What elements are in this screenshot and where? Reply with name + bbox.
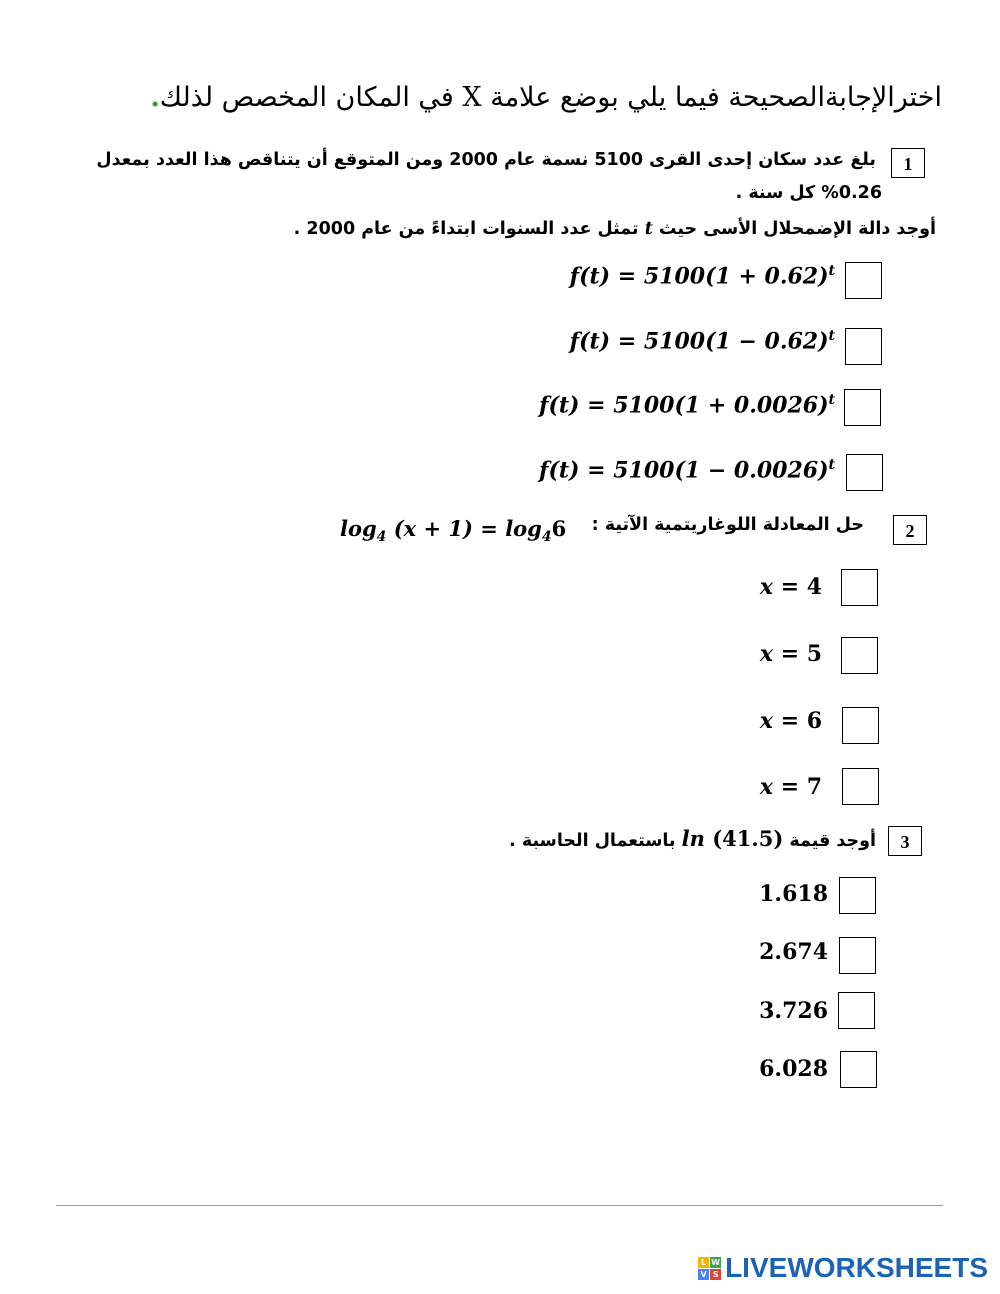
- q1-option-1-exp: t: [828, 263, 835, 279]
- q2-option-2-var: x: [759, 641, 773, 667]
- q2-option-4: [760, 774, 822, 800]
- question-number-1: 1: [891, 148, 925, 178]
- q1-line-3-b: تمثل عدد السنوات ابتداءً من عام 2000 .: [293, 219, 639, 239]
- q1-option-2-exp: t: [828, 328, 835, 344]
- q1-option-4-base: f(t) = 5100(1 − 0.0026): [539, 457, 829, 484]
- q1-line-3-a: أوجد دالة الإضمحلال الأسى حيث: [658, 219, 936, 239]
- q3-expr-arg: (41.5): [712, 826, 784, 851]
- q1-line-3: [294, 219, 936, 239]
- q1-option-1-base: f(t) = 5100(1 + 0.62): [569, 263, 829, 290]
- q2-eq-right-sub: 4: [541, 529, 552, 546]
- q2-option-3-var: x: [759, 708, 773, 734]
- q2-option-2-rest: = 5: [772, 641, 822, 667]
- q3-option-4: 6.028: [759, 1056, 828, 1082]
- logo-tile-4: S: [710, 1269, 721, 1280]
- q2-option-3-checkbox[interactable]: [842, 707, 879, 744]
- q2-eq-left-fn: log: [340, 516, 377, 541]
- q2-option-4-var: x: [759, 774, 773, 800]
- footer-divider: [56, 1205, 943, 1206]
- instruction-text: اخترالإجابةالصحيحة فيما يلي بوضع علامة X في المكان المخصص لذلك: [159, 82, 942, 113]
- q3-option-1-checkbox[interactable]: [839, 877, 876, 914]
- q1-line-2: %0.26 كل سنة .: [735, 183, 882, 203]
- instruction-title: [42, 82, 942, 113]
- q3-option-4-checkbox[interactable]: [840, 1051, 877, 1088]
- q1-option-3-exp: t: [828, 392, 835, 408]
- q1-option-3: [539, 392, 835, 418]
- logo-tile-2: W: [711, 1257, 720, 1267]
- q2-eq-left-arg: (x + 1) =: [393, 516, 506, 541]
- q1-option-1-checkbox[interactable]: [845, 262, 882, 299]
- q2-option-4-rest: = 7: [772, 774, 822, 800]
- q3-text-a: أوجد قيمة: [789, 831, 876, 851]
- q3-text: [509, 826, 876, 851]
- q1-option-2-base: f(t) = 5100(1 − 0.62): [569, 328, 829, 355]
- q1-option-3-base: f(t) = 5100(1 + 0.0026): [539, 392, 829, 419]
- liveworksheets-logo: [698, 1252, 988, 1284]
- q2-eq-right-fn: log: [505, 516, 542, 541]
- q1-option-4-checkbox[interactable]: [846, 454, 883, 491]
- q2-option-1-rest: = 4: [772, 574, 822, 600]
- logo-tile-3: V: [698, 1269, 709, 1280]
- q2-option-4-checkbox[interactable]: [842, 768, 879, 805]
- q2-option-3: [760, 708, 822, 734]
- q2-option-1-checkbox[interactable]: [841, 569, 878, 606]
- q1-line-1: بلغ عدد سكان إحدى القرى 5100 نسمة عام 2000 ومن المتوقع أن يتناقص هذا العدد بمعدل: [96, 150, 876, 170]
- q1-line-3-var: t: [644, 219, 653, 239]
- q1-option-1: [570, 263, 835, 289]
- q2-option-2: [760, 641, 822, 667]
- q1-option-2-checkbox[interactable]: [845, 328, 882, 365]
- q2-eq-left-sub: 4: [376, 529, 387, 546]
- q2-equation: [340, 516, 566, 545]
- q3-option-1: 1.618: [759, 881, 828, 907]
- q3-expression: [682, 826, 784, 851]
- question-number-3: 3: [888, 826, 922, 856]
- q2-option-1-var: x: [759, 574, 773, 600]
- q3-expr-fn: ln: [681, 826, 705, 851]
- q3-option-3: 3.726: [759, 998, 828, 1024]
- q2-option-2-checkbox[interactable]: [841, 637, 878, 674]
- q3-text-b: باستعمال الحاسبة .: [509, 831, 676, 851]
- q3-option-3-checkbox[interactable]: [838, 992, 875, 1029]
- question-number-2: 2: [893, 515, 927, 545]
- logo-tile-1: L: [698, 1257, 709, 1268]
- q3-option-2: 2.674: [759, 939, 828, 965]
- q2-option-1: [760, 574, 822, 600]
- q1-option-4-exp: t: [828, 457, 835, 473]
- liveworksheets-logo-icon: [698, 1257, 721, 1280]
- liveworksheets-brand-text: LIVEWORKSHEETS: [725, 1252, 988, 1283]
- q3-option-2-checkbox[interactable]: [839, 937, 876, 974]
- q2-option-3-rest: = 6: [772, 708, 822, 734]
- q2-eq-right-arg: 6: [551, 516, 567, 541]
- q1-option-3-checkbox[interactable]: [844, 389, 881, 426]
- q1-option-4: [539, 457, 835, 483]
- q1-option-2: [570, 328, 835, 354]
- q2-text: حل المعادلة اللوغاريتمية الآتية :: [591, 515, 864, 535]
- instruction-dot: .: [150, 82, 160, 113]
